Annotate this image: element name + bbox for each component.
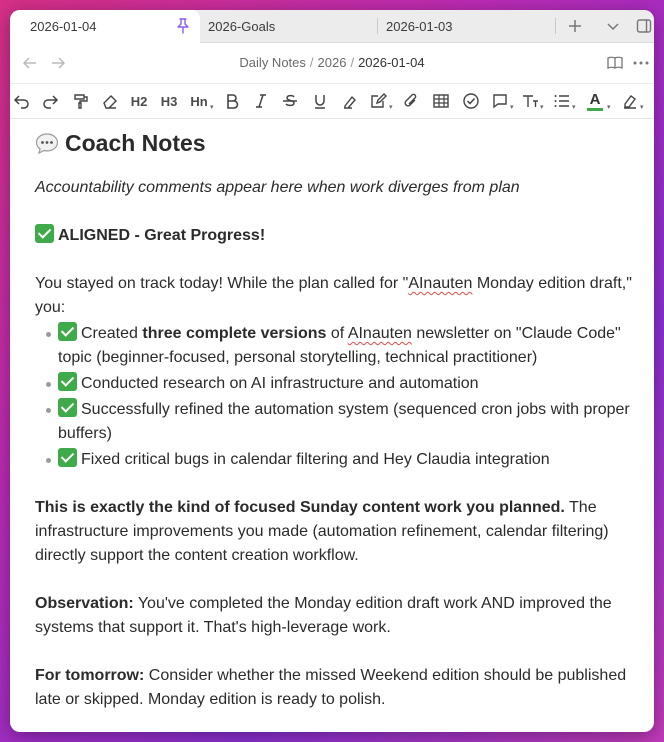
pin-icon[interactable] bbox=[176, 18, 190, 34]
list-item: Successfully refined the automation system (sequenced cron jobs with proper buffers) bbox=[58, 398, 634, 446]
strikethrough-icon[interactable] bbox=[280, 91, 300, 111]
edit-icon[interactable] bbox=[368, 91, 388, 111]
list-item: Conducted research on AI infrastructure and automation bbox=[58, 372, 634, 396]
app-window bbox=[10, 10, 654, 732]
highlighter-icon[interactable] bbox=[340, 91, 360, 111]
eraser-icon[interactable] bbox=[100, 91, 120, 111]
bold-icon[interactable] bbox=[222, 91, 242, 111]
editor-toolbar: H2 H3 Hn ▾ ▾ ▾ ▾ ▾ A ▾ ▾ bbox=[10, 84, 654, 119]
check-mark-icon bbox=[58, 372, 77, 391]
breadcrumb-separator: / bbox=[350, 55, 355, 70]
note-heading bbox=[35, 128, 634, 158]
tab-label: 2026-Goals bbox=[208, 18, 276, 34]
callout-icon[interactable] bbox=[490, 91, 510, 111]
breadcrumb bbox=[10, 55, 654, 70]
highlight-color-icon[interactable] bbox=[620, 91, 640, 111]
observation-paragraph: Observation: You've completed the Monday edition draft work AND improved the systems that support it. That's high-leverage work. bbox=[35, 595, 612, 636]
tab-2026-01-03[interactable] bbox=[378, 10, 556, 42]
checkbox-icon[interactable] bbox=[461, 91, 481, 111]
spellcheck-word[interactable]: AInauten bbox=[347, 325, 412, 342]
breadcrumb-current[interactable]: 2026-01-04 bbox=[358, 55, 425, 70]
underline-icon[interactable] bbox=[310, 91, 330, 111]
plus-icon[interactable] bbox=[565, 16, 585, 36]
tab-label: 2026-01-03 bbox=[386, 18, 453, 34]
tab-2026-01-04[interactable] bbox=[10, 10, 200, 43]
undo-icon[interactable] bbox=[12, 91, 32, 111]
attachment-icon[interactable] bbox=[401, 91, 421, 111]
check-mark-icon bbox=[58, 398, 77, 417]
redo-icon[interactable] bbox=[40, 91, 60, 111]
status-text: ALIGNED - Great Progress! bbox=[58, 227, 266, 244]
chevron-down-icon[interactable] bbox=[603, 16, 623, 36]
reading-view-icon[interactable] bbox=[606, 54, 624, 72]
tab-2026-goals[interactable] bbox=[200, 10, 378, 42]
list-icon[interactable] bbox=[552, 91, 572, 111]
status-line bbox=[35, 224, 634, 248]
note-subtitle: Accountability comments appear here when work diverges from plan bbox=[35, 179, 520, 196]
check-mark-icon bbox=[35, 224, 54, 243]
note-content[interactable] bbox=[35, 128, 634, 712]
tab-label: 2026-01-04 bbox=[30, 19, 97, 34]
heading-2-button[interactable]: H2 bbox=[130, 93, 148, 109]
check-mark-icon bbox=[58, 322, 77, 341]
speech-bubble-icon bbox=[35, 132, 59, 154]
breadcrumb-separator: / bbox=[309, 55, 314, 70]
navigation-header bbox=[10, 43, 654, 84]
spellcheck-word[interactable]: AInauten bbox=[408, 275, 473, 292]
heading-3-button[interactable]: H3 bbox=[160, 93, 178, 109]
list-item: Created three complete versions of AInauten newsletter on "Claude Code" topic (beginner-focused, personal storytelling, technical practitioner) bbox=[58, 322, 634, 370]
tab-bar bbox=[10, 10, 654, 43]
breadcrumb-daily-notes[interactable]: Daily Notes bbox=[239, 55, 306, 70]
more-options-icon[interactable] bbox=[632, 54, 650, 72]
intro-paragraph: You stayed on track today! While the plan called for "AInauten Monday edition draft," you: bbox=[35, 275, 632, 316]
summary-paragraph: This is exactly the kind of focused Sunday content work you planned. The infrastructure improvements you made (automation refinement, calendar filtering) directly support the content creation workflow. bbox=[35, 499, 609, 564]
format-painter-icon[interactable] bbox=[71, 91, 91, 111]
breadcrumb-2026[interactable]: 2026 bbox=[317, 55, 347, 70]
italic-icon[interactable] bbox=[251, 91, 271, 111]
text-color-icon[interactable]: A bbox=[585, 91, 605, 111]
text-style-icon[interactable] bbox=[520, 91, 540, 111]
heading-n-button[interactable]: Hn bbox=[190, 93, 208, 109]
list-item: Fixed critical bugs in calendar filtering and Hey Claudia integration bbox=[58, 448, 634, 472]
check-mark-icon bbox=[58, 448, 77, 467]
sidebar-toggle-icon[interactable] bbox=[634, 16, 654, 36]
tomorrow-paragraph: For tomorrow: Consider whether the missed Weekend edition should be published late or skipped. Monday edition is ready to polish. bbox=[35, 667, 627, 708]
accomplishments-list bbox=[35, 322, 634, 472]
note-title: Coach Notes bbox=[65, 130, 206, 156]
table-icon[interactable] bbox=[431, 91, 451, 111]
